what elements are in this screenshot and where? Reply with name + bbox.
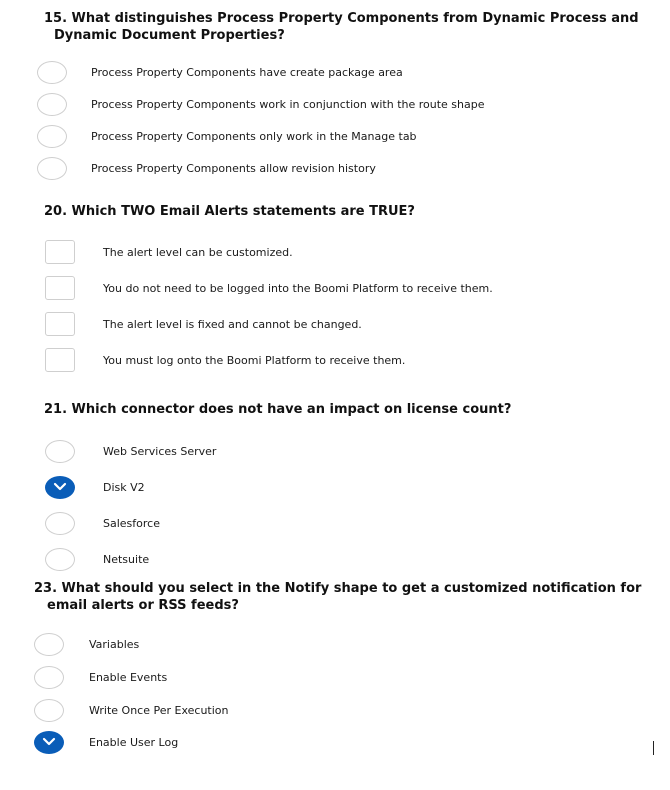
radio-button[interactable] bbox=[45, 548, 75, 571]
option-label: Process Property Components work in conjunction with the route shape bbox=[91, 97, 485, 111]
option-label: Enable Events bbox=[89, 670, 168, 684]
option-label: Process Property Components allow revision history bbox=[91, 161, 376, 175]
option-15-a[interactable] bbox=[37, 57, 403, 87]
checkmark-icon bbox=[53, 482, 67, 492]
option-23-b[interactable] bbox=[34, 662, 167, 692]
radio-button-selected[interactable] bbox=[45, 476, 75, 499]
checkbox[interactable] bbox=[45, 240, 75, 264]
radio-button[interactable] bbox=[34, 666, 64, 689]
option-label: Disk V2 bbox=[103, 480, 145, 494]
radio-button[interactable] bbox=[34, 699, 64, 722]
question-15-title: 15. What distinguishes Process Property Components from Dynamic Process and Dynamic Document Properties? bbox=[44, 11, 639, 43]
option-label: Enable User Log bbox=[89, 735, 179, 749]
option-label: Write Once Per Execution bbox=[89, 703, 229, 717]
option-20-d[interactable] bbox=[45, 345, 405, 375]
radio-button-selected[interactable] bbox=[34, 731, 64, 754]
radio-button[interactable] bbox=[37, 93, 67, 116]
radio-button[interactable] bbox=[37, 157, 67, 180]
option-label: Process Property Components have create package area bbox=[91, 65, 403, 79]
radio-button[interactable] bbox=[37, 61, 67, 84]
option-label: The alert level is fixed and cannot be changed. bbox=[103, 317, 362, 331]
option-15-c[interactable] bbox=[37, 121, 417, 151]
checkmark-icon bbox=[42, 737, 56, 747]
radio-button[interactable] bbox=[34, 633, 64, 656]
checkbox[interactable] bbox=[45, 348, 75, 372]
option-20-b[interactable] bbox=[45, 273, 493, 303]
option-label: You must log onto the Boomi Platform to receive them. bbox=[103, 353, 406, 367]
option-label: Web Services Server bbox=[103, 444, 217, 458]
option-label: Netsuite bbox=[103, 552, 150, 566]
option-label: The alert level can be customized. bbox=[103, 245, 293, 259]
option-20-c[interactable] bbox=[45, 309, 362, 339]
option-15-b[interactable] bbox=[37, 89, 485, 119]
option-21-b[interactable] bbox=[45, 472, 145, 502]
text-cursor bbox=[653, 741, 654, 755]
radio-button[interactable] bbox=[45, 512, 75, 535]
option-label: Salesforce bbox=[103, 516, 160, 530]
option-label: Process Property Components only work in the Manage tab bbox=[91, 129, 417, 143]
checkbox[interactable] bbox=[45, 312, 75, 336]
option-label: Variables bbox=[89, 637, 140, 651]
question-21-title: 21. Which connector does not have an impact on license count? bbox=[44, 402, 512, 417]
option-23-c[interactable] bbox=[34, 695, 229, 725]
question-20-title: 20. Which TWO Email Alerts statements are TRUE? bbox=[44, 204, 415, 219]
option-23-a[interactable] bbox=[34, 629, 139, 659]
radio-button[interactable] bbox=[45, 440, 75, 463]
radio-button[interactable] bbox=[37, 125, 67, 148]
option-21-c[interactable] bbox=[45, 508, 160, 538]
option-label: You do not need to be logged into the Boomi Platform to receive them. bbox=[103, 281, 493, 295]
option-20-a[interactable] bbox=[45, 237, 293, 267]
checkbox[interactable] bbox=[45, 276, 75, 300]
option-23-d[interactable] bbox=[34, 727, 178, 757]
question-23-title: 23. What should you select in the Notify shape to get a customized notification for email alerts or RSS feeds? bbox=[34, 581, 642, 613]
option-21-d[interactable] bbox=[45, 544, 149, 574]
option-21-a[interactable] bbox=[45, 436, 216, 466]
option-15-d[interactable] bbox=[37, 153, 376, 183]
